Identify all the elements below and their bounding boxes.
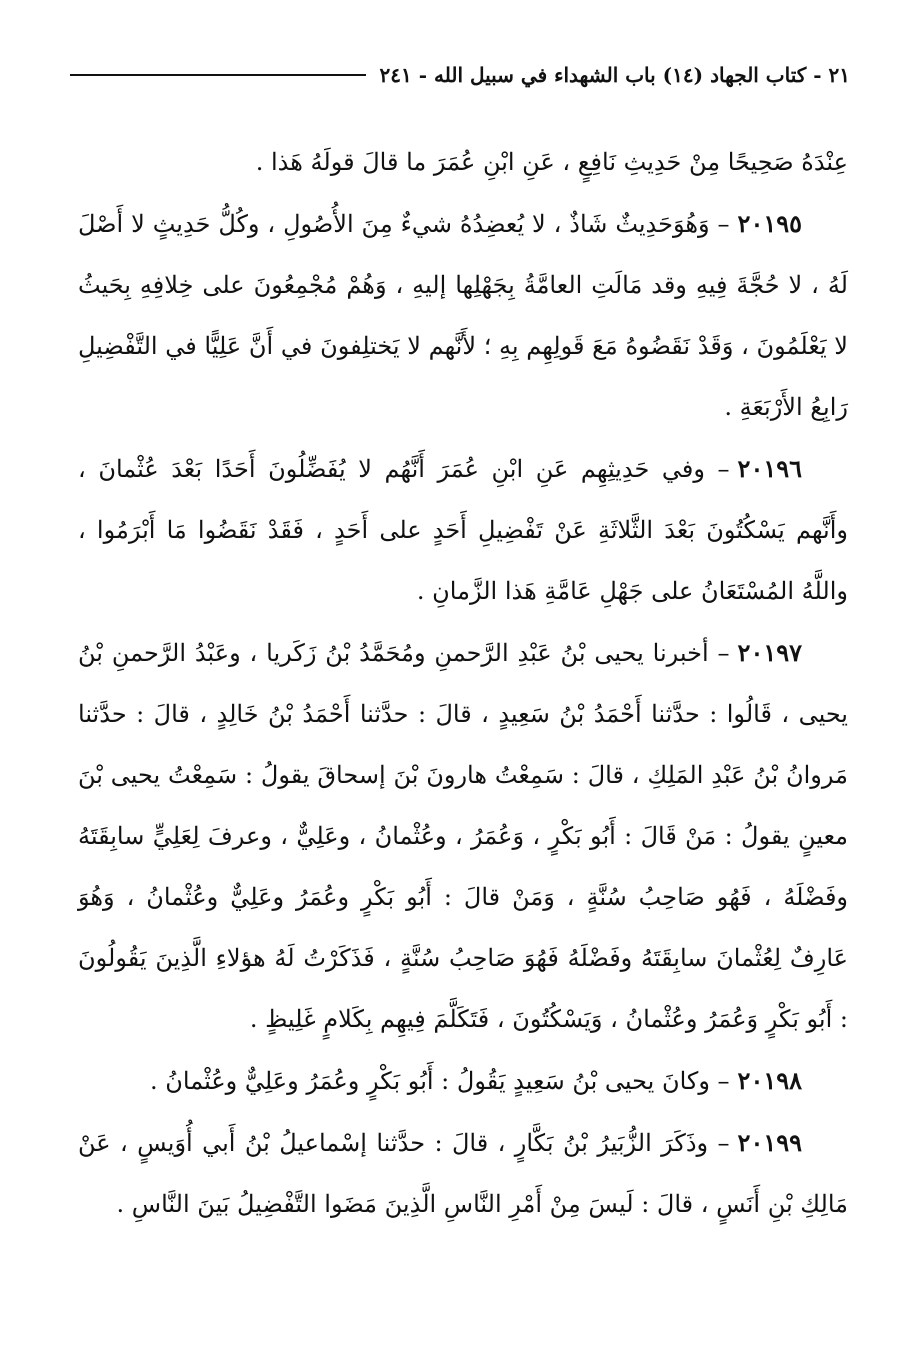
paragraph-number: ٢٠١٩٧ bbox=[737, 638, 802, 667]
paragraph-20195 bbox=[78, 193, 848, 438]
paragraph-text: – وفي حَدِيثِهِم عَنِ ابْنِ عُمَرَ أَنَّهُم لا يُفَضِّلُونَ أَحَدًا بَعْدَ عُثْمانَ ، وأَنَّهم يَسْكُتُونَ بَعْدَ الثَّلاثَةِ عَنْ تَفْضِيلِ أَحَدٍ على أَحَدٍ ، فَقَدْ نَقَضُوا مَا أَبْرَمُوا ، واللَّهُ المُسْتَعَانُ على جَهْلِ عَامَّةِ هَذا الزَّمانِ . bbox=[78, 455, 848, 605]
header-rule bbox=[70, 74, 366, 76]
paragraph-text: – وكانَ يحيى بْنُ سَعِيدٍ يَقُولُ : أَبُو بَكْرٍ وعُمَرُ وعَلِيٌّ وعُثْمانُ . bbox=[150, 1067, 730, 1095]
paragraph-text: – وذَكَرَ الزُّبَيرُ بْنُ بَكَّارٍ ، قالَ : حدَّثنا إسْماعيلُ بْنُ أَبي أُوَيسٍ ، عَنْ مَالِكِ بْنِ أَنَسٍ ، قالَ : لَيسَ مِنْ أَمْرِ النَّاسِ الَّذِينَ مَضَوا التَّفْضِيلُ بَينَ النَّاسِ . bbox=[78, 1129, 848, 1218]
paragraph-20197 bbox=[78, 622, 848, 1050]
main-text bbox=[78, 132, 848, 1235]
running-header bbox=[70, 58, 850, 92]
header-title: ٢١ - كتاب الجهاد (١٤) باب الشهداء في سبيل الله - ٢٤١ bbox=[379, 63, 850, 87]
paragraph-text: – أخبرنا يحيى بْنُ عَبْدِ الرَّحمنِ ومُحَمَّدُ بْنُ زَكَريا ، وعَبْدُ الرَّحمنِ بْنُ يحيى ، قَالُوا : حدَّثنا أَحْمَدُ بْنُ سَعِيدٍ ، قالَ : حدَّثنا أَحْمَدُ بْنُ خَالِدٍ ، قالَ : حدَّثنا مَروانُ بْنُ عَبْدِ المَلِكِ ، قالَ : سَمِعْتُ هارونَ بْنَ إسحاقَ يقولُ : سَمِعْتُ يحيى بْنَ معينٍ يقولُ : مَنْ قَالَ : أَبُو بَكْرٍ ، وَعُمَرُ ، وعُثْمانُ ، وعَلِيٌّ ، وعرفَ لِعَلِيٍّ سابِقَتَهُ وفَضْلَهُ ، فَهُو صَاحِبُ سُنَّةٍ ، وَمَنْ قالَ : أَبُو بَكْرٍ وعُمَرُ وعَلِيٌّ وعُثْمانُ ، وَهُوَ عَارِفٌ لِعُثْمانَ سابِقَتَهُ وفَضْلَهُ فَهُوَ صَاحِبُ سُنَّةٍ ، فَذَكَرْتُ لَهُ هؤلاءِ الَّذِينَ يَقُولُونَ : أَبُو بَكْرٍ وَعُمَرُ وعُثْمانُ ، وَيَسْكُتُونَ ، فَتَكَلَّمَ فِيهِم بِكَلامٍ غَلِيظٍ . bbox=[78, 639, 848, 1033]
paragraph-20199 bbox=[78, 1112, 848, 1235]
paragraph-20198 bbox=[78, 1050, 848, 1112]
paragraph-continuation bbox=[78, 132, 848, 193]
paragraph-number: ٢٠١٩٨ bbox=[737, 1066, 802, 1095]
paragraph-number: ٢٠١٩٥ bbox=[737, 209, 802, 238]
paragraph-20196 bbox=[78, 438, 848, 622]
paragraph-text: – وَهُوَحَدِيثٌ شَاذٌ ، لا يُعضِدُهُ شيءٌ مِنَ الأُصُولِ ، وكُلُّ حَدِيثٍ لا أَصْلَ لَهُ ، لا حُجَّةَ فِيهِ وقد مَالَتِ العامَّةُ بِجَهْلِها إليهِ ، وَهُمْ مُجْمِعُونَ على خِلافِهِ بِحَيثُ لا يَعْلَمُونَ ، وَقَدْ نَقَضُوهُ مَعَ قَولِهِم بِهِ ؛ لأَنَّهم لا يَختلِفونَ في أَنَّ عَلِيًّا في التَّفْضِيلِ رَابِعُ الأَرْبَعَةِ . bbox=[78, 210, 848, 421]
paragraph-number: ٢٠١٩٦ bbox=[737, 454, 802, 483]
paragraph-number: ٢٠١٩٩ bbox=[737, 1128, 802, 1157]
paragraph-text: عِنْدَهُ صَحِيحًا مِنْ حَدِيثِ نَافِعٍ ، عَنِ ابْنِ عُمَرَ ما قالَ قولَهُ هَذا . bbox=[255, 148, 848, 176]
